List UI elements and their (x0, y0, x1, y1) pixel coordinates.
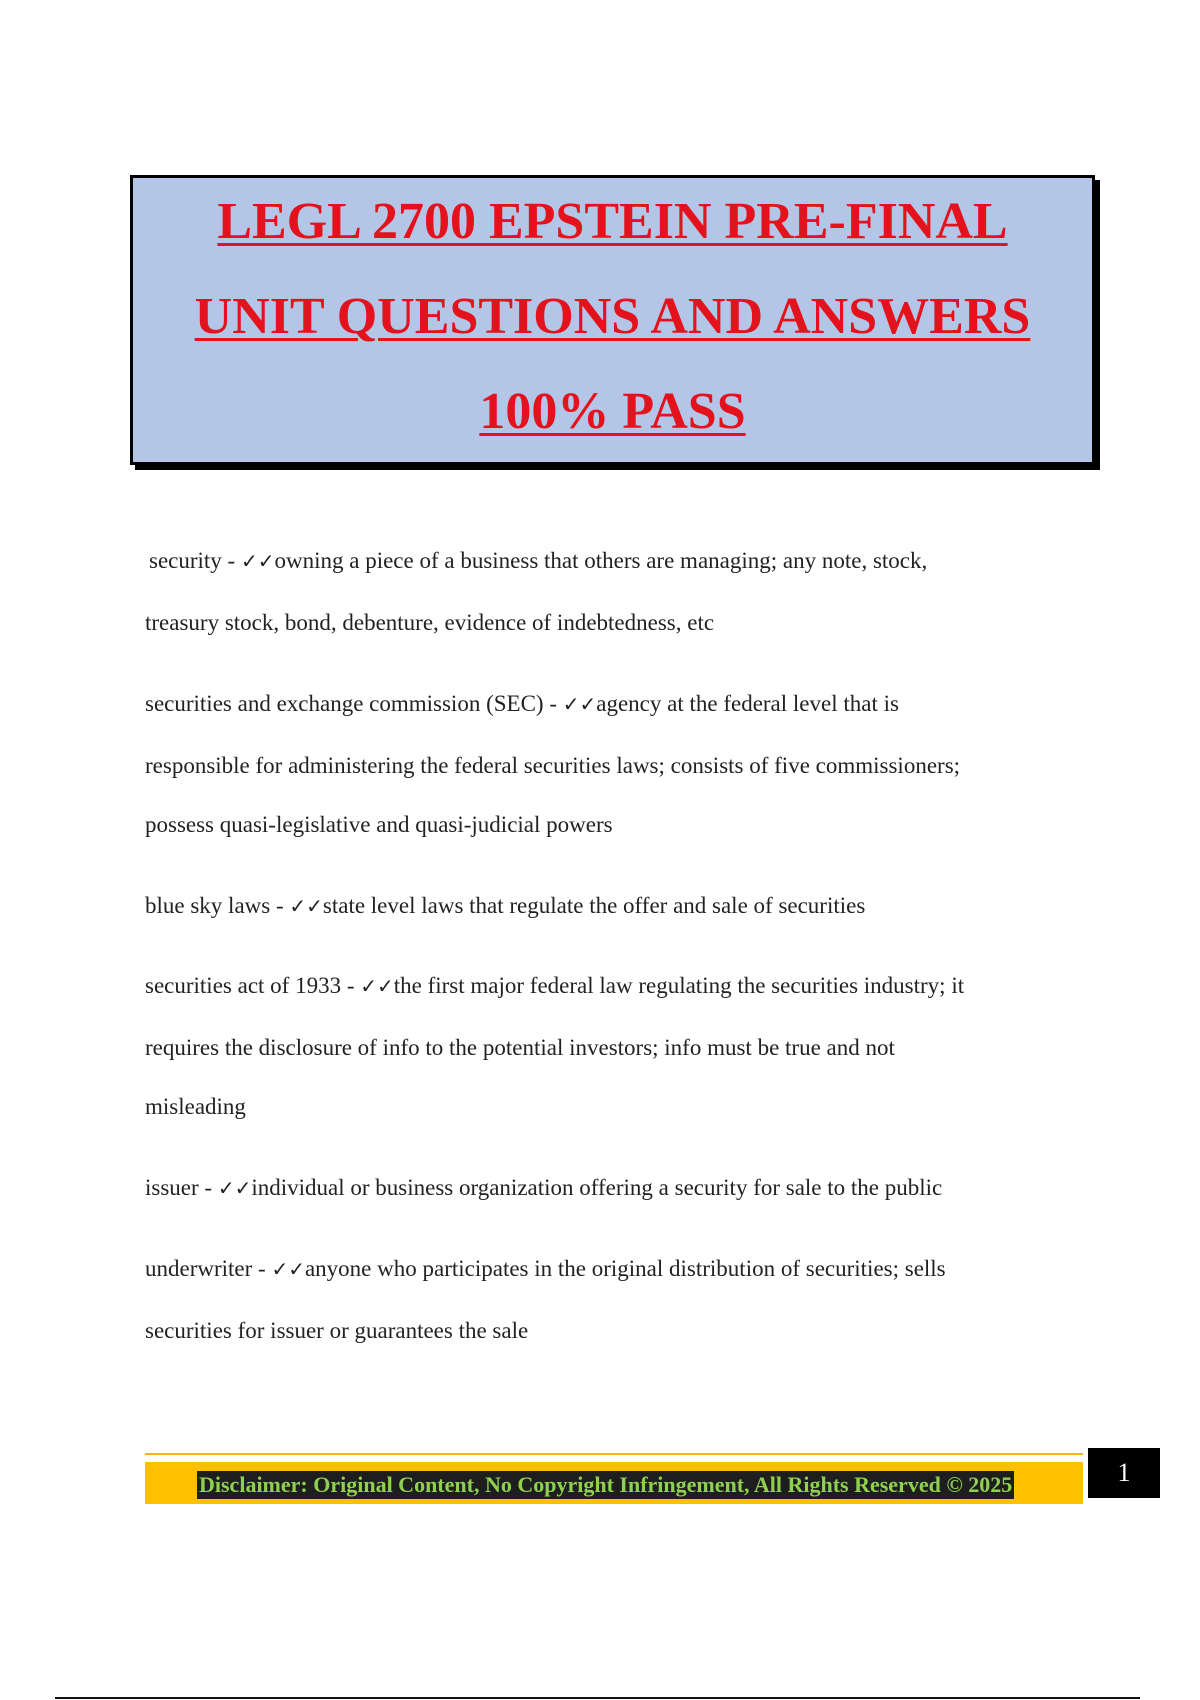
double-check-icon: ✓✓ (360, 974, 394, 998)
entry-definition-continued: requires the disclosure of info to the potential investors; info must be true and not (145, 1035, 895, 1060)
double-check-icon: ✓✓ (289, 894, 323, 918)
title-line-2: UNIT QUESTIONS AND ANSWERS (194, 288, 1031, 345)
title-line-1: LEGL 2700 EPSTEIN PRE-FINAL (217, 193, 1008, 250)
entry-definition: the first major federal law regulating the securities industry; it (393, 973, 965, 998)
entry-securities-act-1933 (145, 973, 964, 999)
entry-definition: owning a piece of a business that others are managing; any note, stock, (274, 548, 928, 573)
entry-definition-continued: treasury stock, bond, debenture, evidence of indebtedness, etc (145, 610, 715, 635)
double-check-icon: ✓✓ (240, 549, 275, 573)
entry-term: issuer - (145, 1175, 218, 1200)
entry-underwriter (145, 1256, 946, 1282)
disclaimer: Disclaimer: Original Content, No Copyright Infringement, All Rights Reserved © 2025 (199, 1472, 1013, 1497)
entry-definition: anyone who participates in the original distribution of securities; sells (304, 1256, 946, 1281)
entry-definition-continued: responsible for administering the federal securities laws; consists of five commissioners; (145, 753, 961, 778)
entry-definition: state level laws that regulate the offer and sale of securities (322, 893, 866, 918)
entry-definition-continued: misleading (145, 1094, 246, 1119)
entry-term: blue sky laws - (145, 893, 290, 918)
double-check-icon: ✓✓ (217, 1176, 252, 1200)
entry-term: securities act of 1933 - (145, 973, 361, 998)
page-number: 1 (1088, 1448, 1160, 1498)
entry-blue-sky-laws (145, 893, 865, 919)
entry-definition-continued: securities for issuer or guarantees the sale (145, 1318, 529, 1343)
footer-rule (145, 1453, 1083, 1455)
entry-definition: individual or business organization offering a security for sale to the public (251, 1175, 943, 1200)
entry-term: security - (149, 548, 241, 573)
entry-sec (145, 691, 899, 717)
double-check-icon: ✓✓ (562, 692, 597, 716)
entry-security (149, 548, 927, 574)
entry-definition-continued: possess quasi-legislative and quasi-judicial powers (145, 812, 613, 837)
page-bottom-divider (55, 1697, 1140, 1699)
entry-definition: agency at the federal level that is (596, 691, 899, 716)
entry-issuer (145, 1175, 942, 1201)
double-check-icon: ✓✓ (271, 1257, 305, 1281)
entry-term: underwriter - (145, 1256, 272, 1281)
entry-term: securities and exchange commission (SEC) - (145, 691, 563, 716)
title-box (130, 175, 1095, 465)
title-line-3: 100% PASS (479, 383, 746, 440)
